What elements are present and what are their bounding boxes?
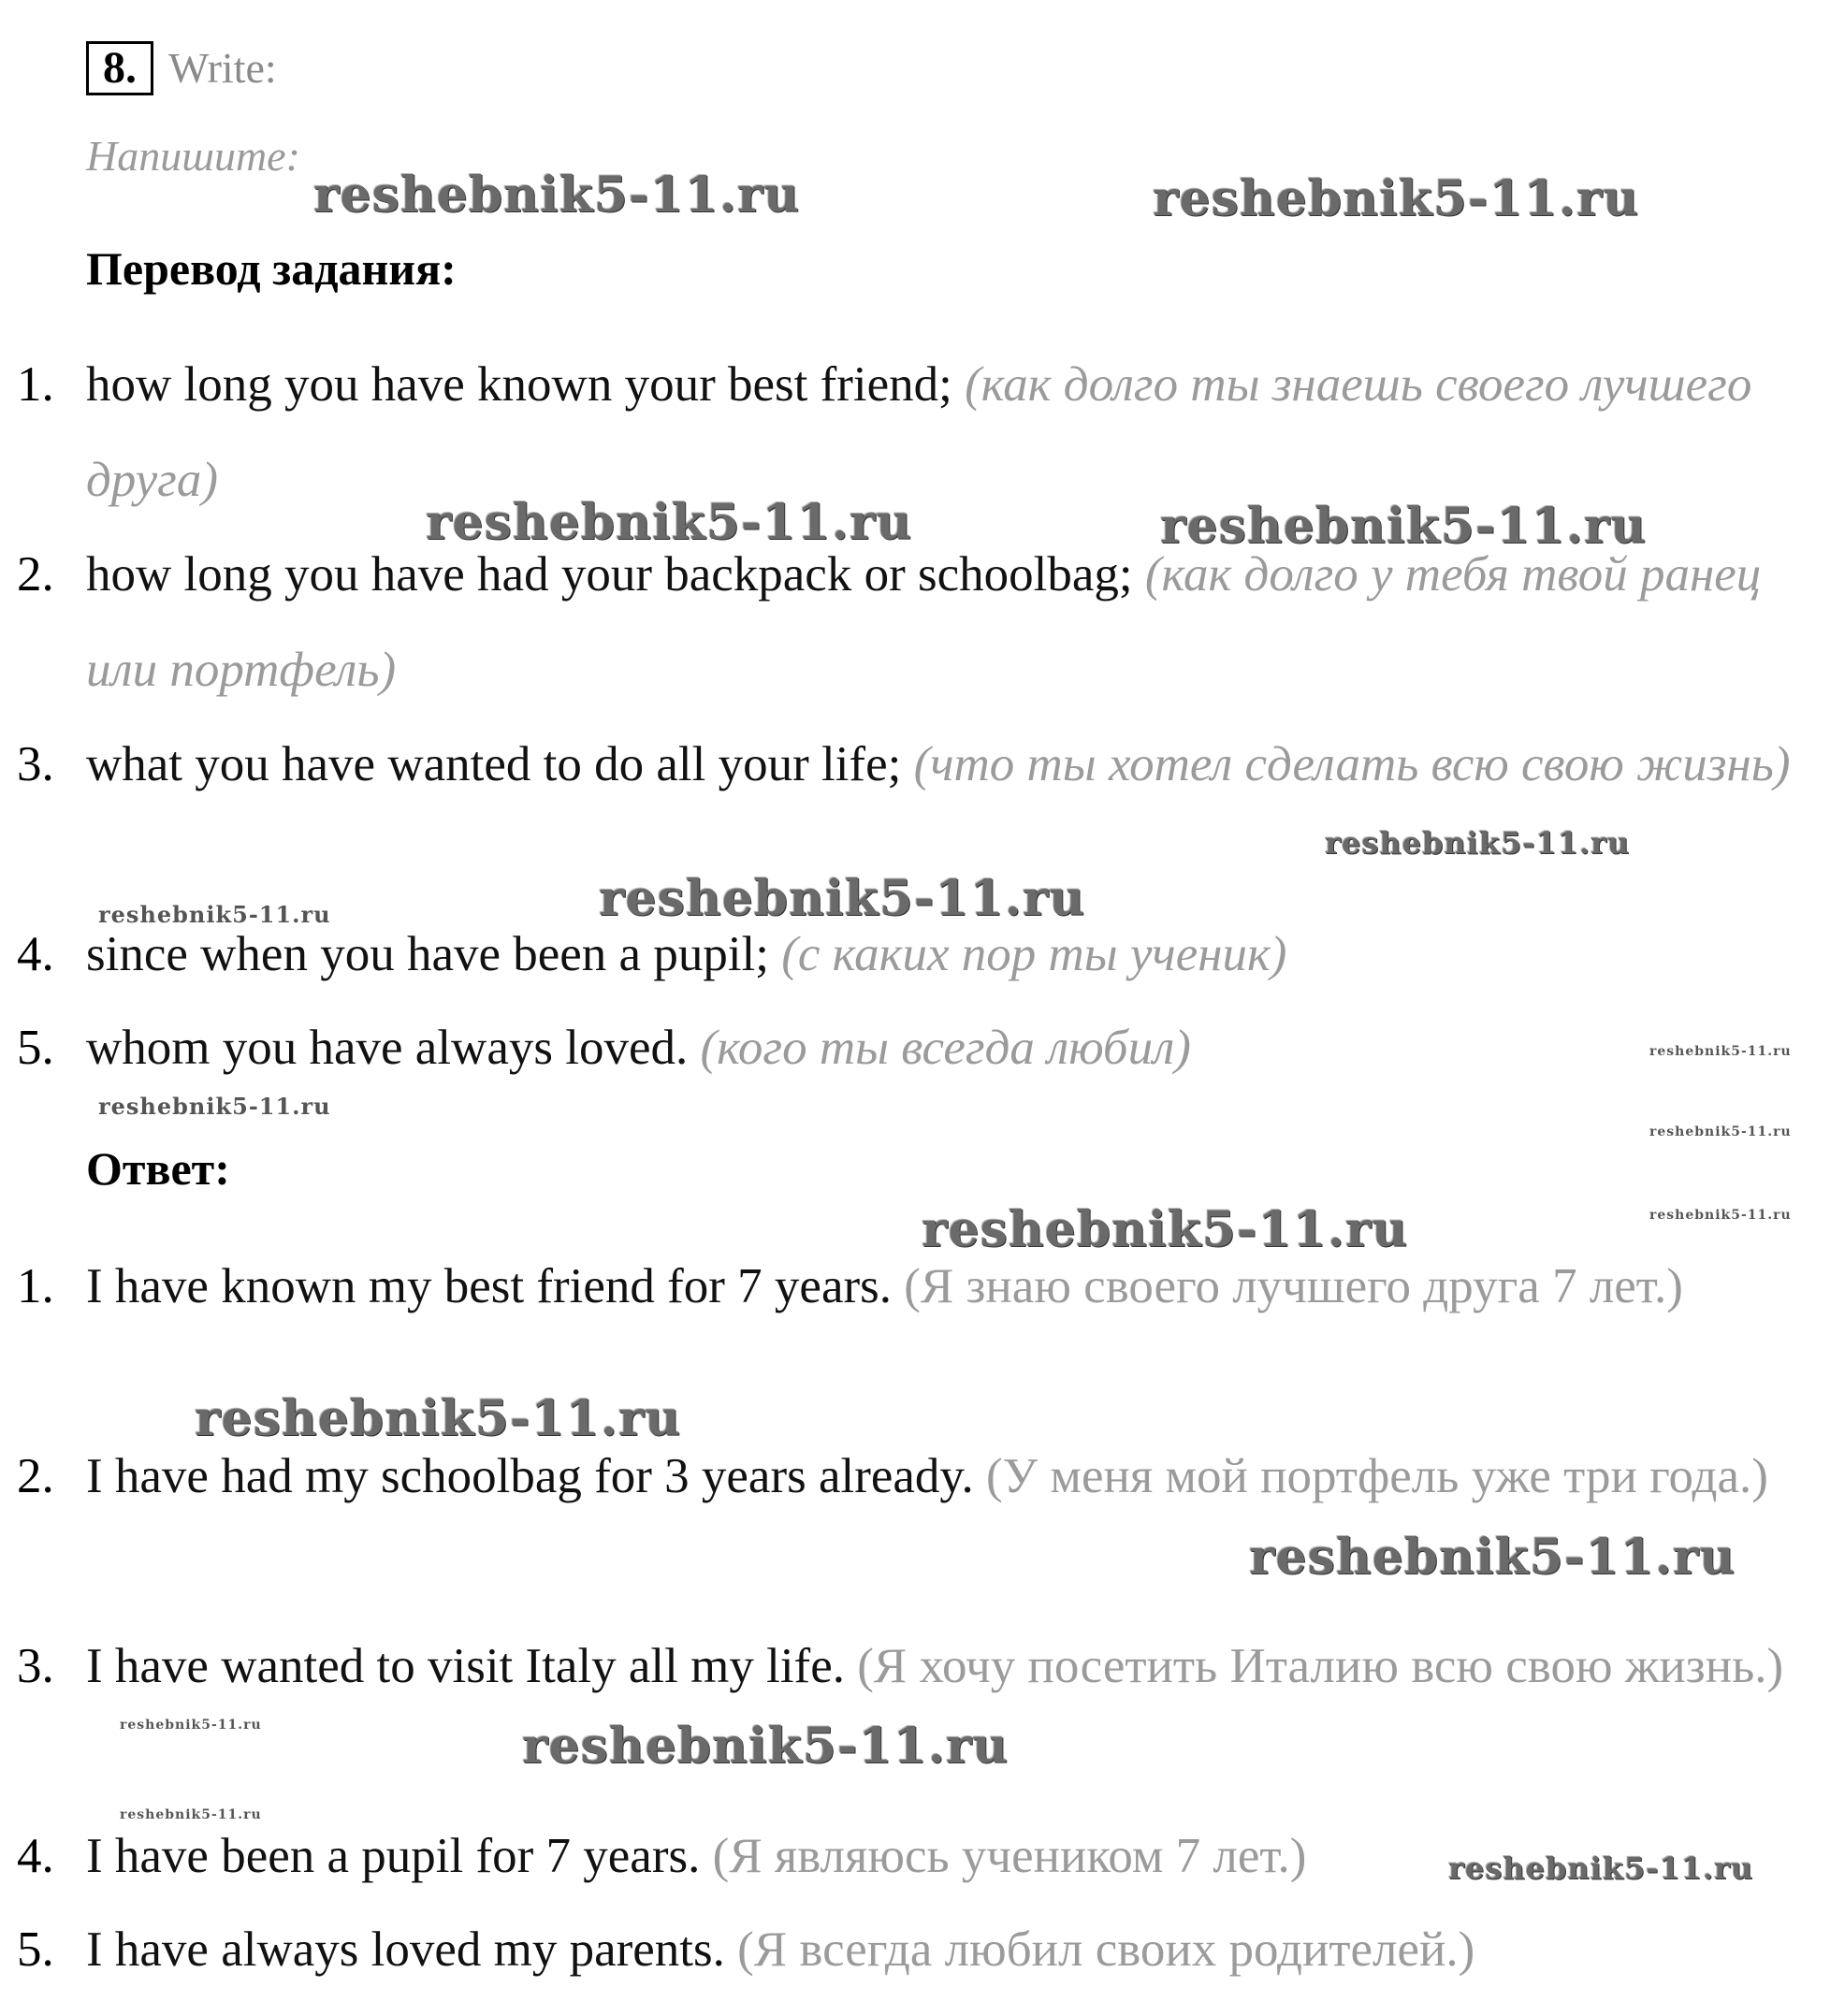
watermark: reshebnik5-11.ru [195, 1390, 682, 1447]
item-number: 3. [17, 737, 54, 791]
question-translation: (с каких пор ты ученик) [781, 927, 1287, 981]
watermark: reshebnik5-11.ru [98, 901, 331, 928]
watermark: reshebnik5-11.ru [426, 494, 913, 551]
task-title-translation: Напишите: [86, 132, 300, 180]
item-number: 2. [17, 547, 54, 602]
watermark: reshebnik5-11.ru [120, 1807, 262, 1822]
question-translation: (что ты хотел сделать всю свою жизнь) [913, 737, 1791, 791]
question-item [17, 1000, 1804, 1095]
answer-translation: (У меня мой портфель уже три года.) [985, 1449, 1768, 1503]
item-number: 1. [17, 357, 54, 412]
question-translation: (кого ты всегда любил) [700, 1021, 1191, 1075]
item-number: 4. [17, 1829, 54, 1883]
answer-text: I have always loved my parents. [86, 1922, 725, 1977]
answer-translation: (Я хочу посетить Италию всю свою жизнь.) [857, 1639, 1784, 1693]
answer-translation: (Я являюсь учеником 7 лет.) [712, 1829, 1307, 1883]
answer-heading: Ответ: [86, 1142, 230, 1195]
watermark: reshebnik5-11.ru [1649, 1044, 1792, 1059]
item-number: 1. [17, 1259, 54, 1313]
watermark: reshebnik5-11.ru [599, 870, 1086, 927]
watermark: reshebnik5-11.ru [922, 1201, 1409, 1258]
item-number: 5. [17, 1922, 54, 1977]
question-translation: (как долго у тебя твой ранец или портфель) [86, 547, 1762, 697]
translation-heading: Перевод задания: [86, 242, 457, 295]
watermark: reshebnik5-11.ru [1249, 1529, 1736, 1586]
item-number: 4. [17, 927, 54, 981]
item-number: 5. [17, 1021, 54, 1075]
watermark: reshebnik5-11.ru [1649, 1124, 1792, 1139]
item-number: 3. [17, 1639, 54, 1693]
question-text: whom you have always loved. [86, 1021, 689, 1075]
task-title: Write: [168, 44, 277, 92]
watermark: reshebnik5-11.ru [1160, 498, 1648, 555]
question-item [17, 717, 1804, 812]
answer-text: I have been a pupil for 7 years. [86, 1829, 701, 1883]
watermark: reshebnik5-11.ru [313, 167, 801, 224]
question-translation: (как долго ты знаешь своего лучшего друга) [86, 357, 1752, 507]
question-item [17, 527, 1804, 718]
task-number: 8. [86, 41, 153, 95]
answer-text: I have had my schoolbag for 3 years already. [86, 1449, 974, 1503]
answer-item [17, 1902, 1804, 1997]
answer-text: I have wanted to visit Italy all my life. [86, 1639, 845, 1693]
answer-item [17, 1618, 1804, 1714]
watermark: reshebnik5-11.ru [120, 1718, 262, 1733]
watermark: reshebnik5-11.ru [1649, 1208, 1792, 1223]
watermark: reshebnik5-11.ru [1325, 825, 1631, 861]
watermark: reshebnik5-11.ru [98, 1093, 331, 1120]
question-text: since when you have been a pupil; [86, 927, 769, 981]
question-text: what you have wanted to do all your life; [86, 737, 902, 791]
answer-item [17, 1239, 1804, 1334]
question-text: how long you have known your best friend; [86, 357, 952, 412]
item-number: 2. [17, 1449, 54, 1503]
watermark: reshebnik5-11.ru [1153, 170, 1640, 227]
watermark: reshebnik5-11.ru [522, 1718, 1009, 1775]
answer-text: I have known my best friend for 7 years. [86, 1259, 892, 1313]
answer-translation: (Я всегда любил своих родителей.) [737, 1922, 1475, 1977]
watermark: reshebnik5-11.ru [1448, 1850, 1754, 1886]
question-text: how long you have had your backpack or schoolbag; [86, 547, 1133, 602]
answer-translation: (Я знаю своего лучшего друга 7 лет.) [904, 1259, 1683, 1313]
